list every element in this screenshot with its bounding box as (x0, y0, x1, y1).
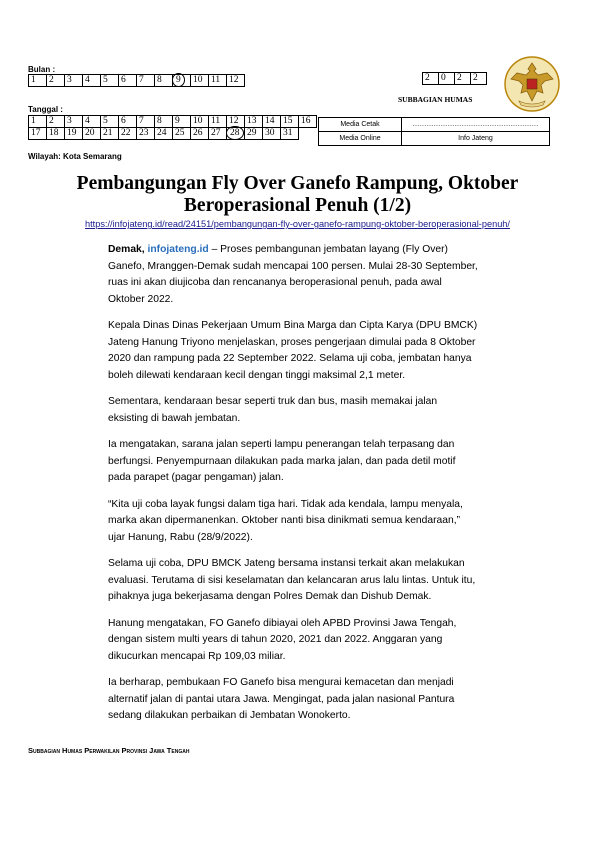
grid-cell-value: 3 (67, 75, 72, 85)
grid-cell (281, 116, 299, 128)
grid-cell (119, 75, 137, 87)
media-online-value: Info Jateng (402, 132, 550, 146)
selected-cell-value: 9 (172, 73, 185, 87)
garuda-emblem-icon (503, 55, 561, 113)
grid-cell-value: 26 (193, 128, 203, 138)
grid-cell-value: 8 (157, 116, 162, 126)
grid-cell-value: 9 (175, 116, 180, 126)
grid-cell (173, 75, 191, 87)
grid-cell-value: 11 (211, 116, 221, 126)
grid-cell-value: 7 (139, 116, 144, 126)
media-table (318, 117, 550, 146)
year-grid (422, 72, 487, 85)
grid-cell (65, 128, 83, 140)
article-body (108, 242, 480, 735)
grid-cell (65, 116, 83, 128)
grid-cell-value: 23 (139, 128, 149, 138)
grid-cell-value: 17 (31, 128, 41, 138)
grid-cell (29, 128, 47, 140)
grid-cell (209, 116, 227, 128)
grid-cell-value: 2 (49, 75, 54, 85)
paragraph: Ia mengatakan, sarana jalan seperti lampu penerangan telah terpasang dan berfungsi. Penyempurnaan dilakukan pada marka jalan, dan pada detil motif pada parapet (pagar pengaman) jalan. (108, 439, 456, 483)
grid-cell (155, 116, 173, 128)
grid-cell-value: 3 (67, 116, 72, 126)
grid-cell (173, 116, 191, 128)
grid-cell-value: 21 (103, 128, 113, 138)
grid-cell (227, 128, 245, 140)
wilayah-label: Wilayah: Kota Semarang (28, 152, 122, 161)
grid-cell-value: 7 (139, 75, 144, 85)
paragraph: Sementara, kendaraan besar seperti truk dan bus, masih memakai jalan eksisting di bawah jembatan. (108, 396, 438, 424)
dateline: Demak, (108, 244, 148, 255)
grid-cell (245, 116, 263, 128)
tanggal-label: Tanggal : (28, 105, 63, 114)
grid-cell-value: 2 (49, 116, 54, 126)
grid-cell-value: 6 (121, 75, 126, 85)
grid-cell-value: 4 (85, 116, 90, 126)
grid-cell (101, 128, 119, 140)
grid-cell (155, 128, 173, 140)
month-grid (28, 74, 245, 87)
grid-cell (299, 116, 317, 128)
grid-cell-value: 12 (229, 75, 239, 85)
grid-cell-value: 25 (175, 128, 185, 138)
paragraph: Selama uji coba, DPU BMCK Jateng bersama instansi terkait akan melakukan evaluasi. Terutama di sisi keselamatan dan kelancaran arus lalu lintas. Untuk itu, pihaknya juga bekerjasama dengan Polres Demak dan Dishub Demak. (108, 558, 476, 602)
grid-cell (191, 116, 209, 128)
grid-cell (101, 75, 119, 87)
grid-cell-value: 5 (103, 75, 108, 85)
grid-cell-value: 0 (441, 73, 446, 83)
grid-cell (209, 128, 227, 140)
title-line-2: Beroperasional Penuh (1/2) (183, 195, 412, 216)
grid-cell-value: 31 (283, 128, 293, 138)
grid-cell (137, 128, 155, 140)
day-grid (28, 115, 317, 140)
paragraph: Hanung mengatakan, FO Ganefo dibiayai oleh APBD Provinsi Jawa Tengah, dengan sistem multi years di tahun 2020, 2021 dan 2022. Anggaran yang dikucurkan mencapai Rp 109,03 miliar. (108, 617, 457, 662)
grid-cell-value: 16 (301, 116, 311, 126)
grid-cell (191, 128, 209, 140)
grid-cell (101, 116, 119, 128)
grid-cell (173, 128, 191, 140)
grid-cell-value: 5 (103, 116, 108, 126)
bulan-label: Bulan : (28, 65, 56, 74)
grid-cell-value: 1 (31, 116, 36, 126)
grid-cell-value: 18 (49, 128, 59, 138)
grid-cell (119, 128, 137, 140)
article-url-link[interactable]: https://infojateng.id/read/24151/pembangungan-fly-over-ganefo-rampung-oktober-beroperasional-penuh/ (85, 219, 510, 229)
org-label: SUBBAGIAN HUMAS (398, 95, 473, 104)
grid-cell-value: 20 (85, 128, 95, 138)
selected-cell-value: 28 (226, 126, 244, 140)
grid-cell (227, 75, 245, 87)
grid-cell (65, 75, 83, 87)
grid-cell-value: 24 (157, 128, 167, 138)
grid-cell (47, 75, 65, 87)
grid-cell (29, 116, 47, 128)
grid-cell (263, 128, 281, 140)
lead-text: – Proses pembangunan jembatan layang (Fly Over) Ganefo, Mranggen-Demak sudah mencapai 100 persen. Mulai 28-30 September, ruas ini akan diujicoba dan rencananya beroperasional penuh, pada awal Oktober 2022. (108, 244, 478, 305)
grid-cell (471, 73, 487, 85)
paragraph: “Kita uji coba layak fungsi dalam tiga hari. Tidak ada kendala, lampu menyala, marka akan dipermanenkan. Oktober nanti bisa dinikmati semua kendaraan,” ujar Hanung, Rabu (28/9/2022). (108, 498, 463, 543)
grid-cell (155, 75, 173, 87)
grid-cell (47, 128, 65, 140)
grid-cell-value: 2 (473, 73, 478, 83)
grid-cell-value: 12 (229, 116, 239, 126)
grid-cell (423, 73, 439, 85)
grid-cell (83, 75, 101, 87)
grid-cell-value: 10 (193, 75, 203, 85)
grid-cell-value: 15 (283, 116, 293, 126)
grid-cell-value: 1 (31, 75, 36, 85)
grid-cell (191, 75, 209, 87)
media-cetak-label: Media Cetak (319, 118, 402, 132)
grid-cell (47, 116, 65, 128)
grid-cell (263, 116, 281, 128)
grid-cell (83, 128, 101, 140)
grid-cell (439, 73, 455, 85)
grid-cell (209, 75, 227, 87)
grid-cell (137, 116, 155, 128)
grid-cell-value: 14 (265, 116, 275, 126)
grid-cell (119, 116, 137, 128)
paragraph: Kepala Dinas Dinas Pekerjaan Umum Bina Marga dan Cipta Karya (DPU BMCK) Jateng Hanung Triyono menjelaskan, proses pengerjaan dimulai pada 8 Oktober 2020 dan rampung pada 22 September 2022. Selama uji coba, jembatan hanya boleh dilewati kendaraan kecil dengan tinggi maksimal 2,1 meter. (108, 320, 478, 381)
grid-cell-value: 2 (457, 73, 462, 83)
grid-cell-value: 8 (157, 75, 162, 85)
grid-cell-value: 19 (67, 128, 77, 138)
title-line-1: Pembangungan Fly Over Ganefo Rampung, Oktober (76, 173, 519, 194)
grid-cell-value: 2 (425, 73, 430, 83)
grid-cell (245, 128, 263, 140)
media-online-label: Media Online (319, 132, 402, 146)
grid-cell (29, 75, 47, 87)
media-cetak-value: ……………………………………………… (402, 118, 550, 132)
grid-cell (83, 116, 101, 128)
source-link[interactable]: infojateng.id (147, 244, 209, 255)
grid-cell-value: 4 (85, 75, 90, 85)
footer-label: Subbagian Humas Perwakilan Provinsi Jawa Tengah (28, 746, 190, 755)
grid-cell (281, 128, 299, 140)
grid-cell-value: 29 (247, 128, 257, 138)
grid-cell-value: 13 (247, 116, 257, 126)
grid-cell-value: 10 (193, 116, 203, 126)
grid-cell (137, 75, 155, 87)
grid-cell (455, 73, 471, 85)
grid-cell-value: 11 (211, 75, 221, 85)
grid-cell-value: 6 (121, 116, 126, 126)
lead-paragraph (108, 242, 480, 308)
grid-cell-value: 22 (121, 128, 131, 138)
grid-cell-value: 30 (265, 128, 275, 138)
paragraph: Ia berharap, pembukaan FO Ganefo bisa mengurai kemacetan dan menjadi alternatif jalan di pantai utara Jawa. Mengingat, pada jalan nasional Pantura sedang dilakukan perbaikan di Jembatan Wonokerto. (108, 677, 455, 721)
grid-cell-value: 27 (211, 128, 221, 138)
article-title (0, 173, 595, 217)
